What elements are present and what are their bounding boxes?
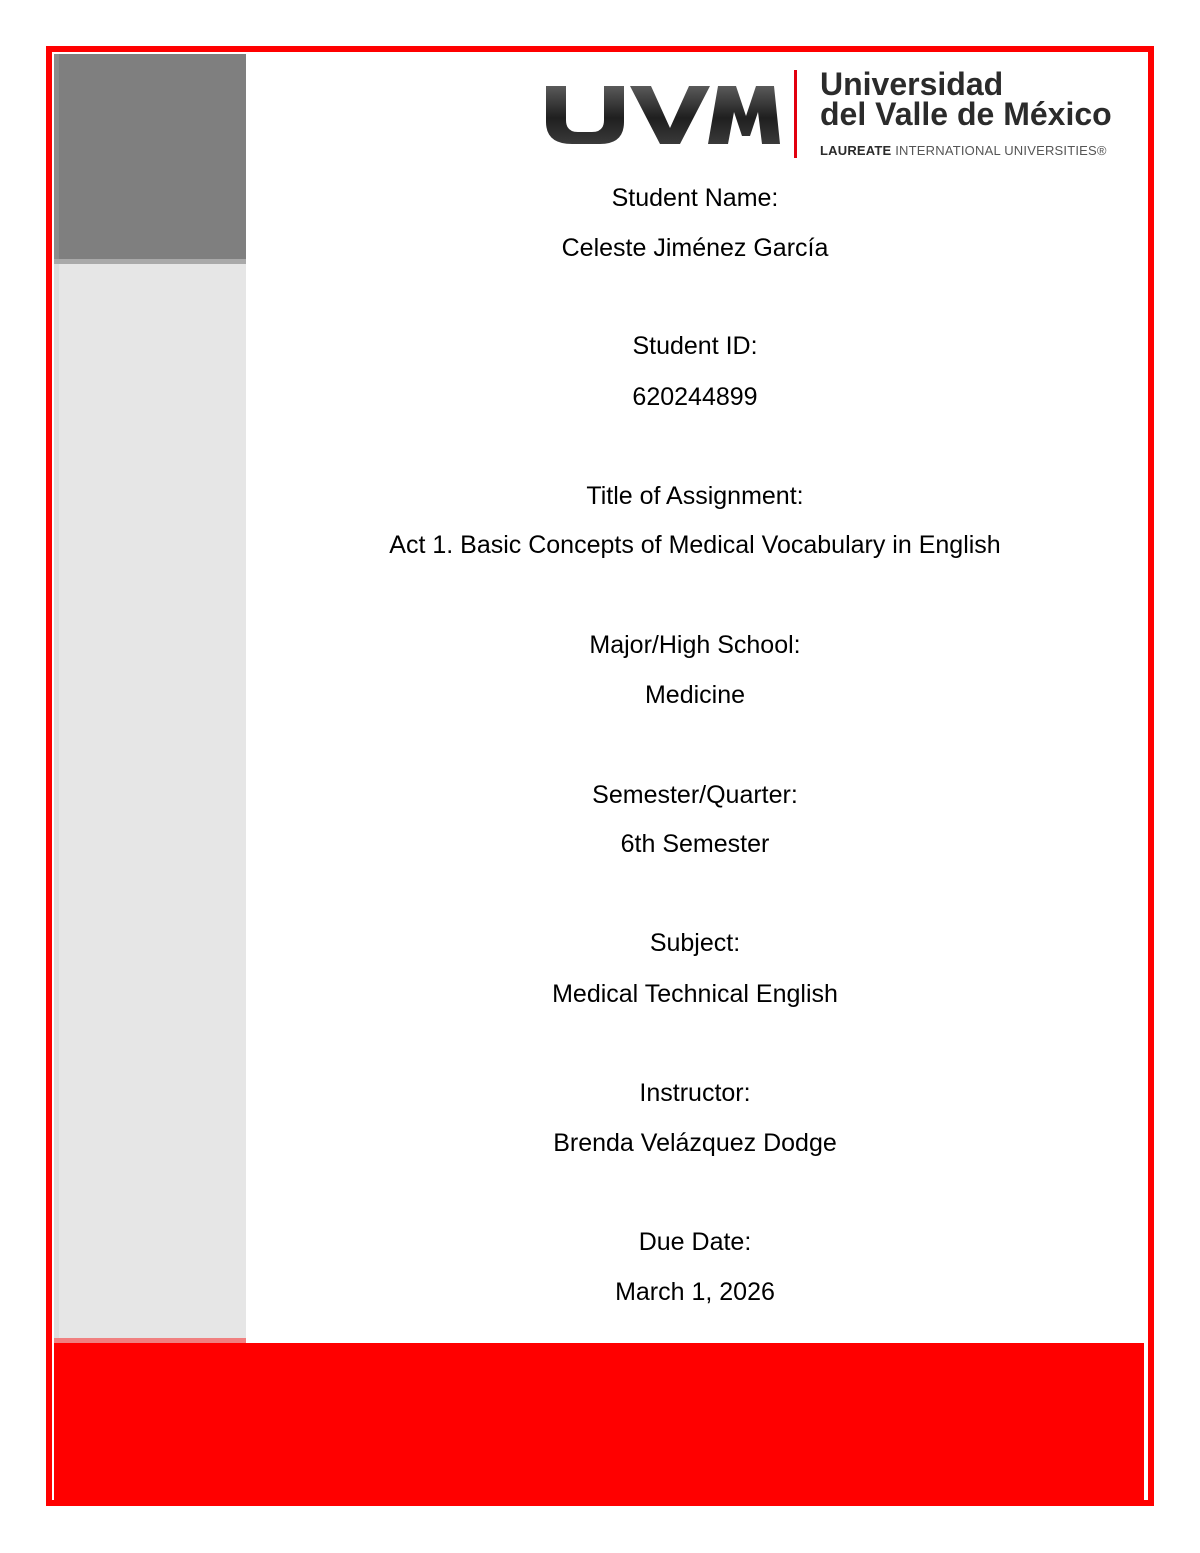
logo-university-name-line2: del Valle de México <box>820 96 1112 132</box>
student-name-label: Student Name: <box>611 184 779 212</box>
instructor-value: Brenda Velázquez Dodge <box>553 1129 837 1157</box>
major-label: Major/High School: <box>589 631 801 659</box>
subject-label: Subject: <box>649 929 741 957</box>
semester-value: 6th Semester <box>620 830 770 858</box>
logo-tagline <box>820 144 1107 158</box>
student-id-label: Student ID: <box>632 332 758 360</box>
logo-tagline-rest: INTERNATIONAL UNIVERSITIES® <box>895 143 1107 158</box>
instructor-label: Instructor: <box>639 1079 751 1107</box>
logo-divider <box>794 70 797 158</box>
semester-label: Semester/Quarter: <box>592 781 798 809</box>
uvm-logo <box>540 64 1120 164</box>
footer-red-band <box>54 1343 1144 1502</box>
student-id-value: 620244899 <box>632 383 758 411</box>
subject-value: Medical Technical English <box>552 980 838 1008</box>
assignment-title-value: Act 1. Basic Concepts of Medical Vocabulary in English <box>389 531 1001 559</box>
due-date-label: Due Date: <box>638 1228 752 1256</box>
logo-tagline-laureate: LAUREATE <box>820 143 892 158</box>
uvm-logo-mark <box>540 74 780 154</box>
logo-university-name: Universidad <box>820 66 1004 102</box>
student-name-value: Celeste Jiménez García <box>561 234 829 262</box>
sidebar-light-strip <box>54 264 246 1338</box>
major-value: Medicine <box>644 681 746 709</box>
due-date-value: March 1, 2026 <box>615 1278 775 1306</box>
sidebar-dark-block <box>54 54 246 264</box>
assignment-title-label: Title of Assignment: <box>586 482 804 510</box>
